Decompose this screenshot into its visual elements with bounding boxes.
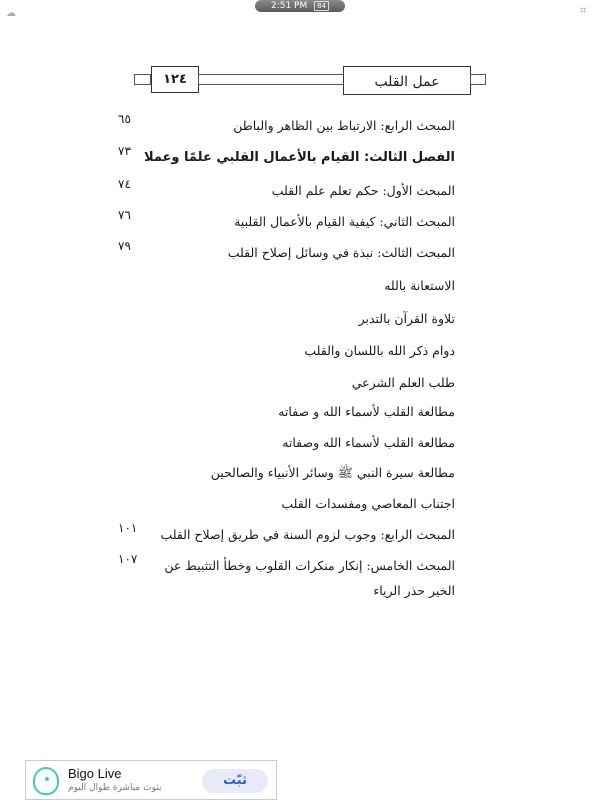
toc-sub-item[interactable]: تلاوة القرآن بالتدبر (358, 311, 455, 326)
toc-title: المبحث الخامس: إنكار منكرات القلوب وخطأ التثبيط عن (164, 558, 455, 573)
toc-title-continuation: الخير حذر الرياء (373, 583, 455, 598)
toc-title: الفصل الثالث: القيام بالأعمال القلبي علمًا وعملا (143, 150, 455, 165)
toc-sub-item[interactable]: دوام ذكر الله باللسان والقلب (304, 343, 455, 358)
header-decoration-left (134, 74, 151, 85)
toc-chapter-entry[interactable] (110, 144, 455, 172)
toc-sub-item[interactable]: اجتناب المعاصي ومفسدات القلب (281, 496, 455, 511)
toc-page-number: ٧٩ (118, 239, 131, 253)
toc-page-number: ٧٤ (118, 177, 131, 191)
toc-title: المبحث الأول: حكم تعلم علم القلب (271, 183, 455, 198)
page-header (0, 0, 600, 110)
toc-entry[interactable] (110, 552, 455, 580)
toc-title: المبحث الثاني: كيفية القيام بالأعمال القلبية (234, 214, 455, 229)
toc-page-number: ١٠٧ (118, 552, 138, 566)
install-button[interactable]: ثبّت (202, 769, 268, 793)
header-decoration-bar (198, 74, 344, 85)
toc-page-number: ٦٥ (118, 112, 131, 126)
battery-level: 84 (314, 1, 329, 11)
running-title: عمل القلب (343, 66, 471, 95)
toc-sub-item[interactable]: الاستعانة بالله (384, 278, 455, 293)
toc-title: المبحث الرابع: وجوب لزوم السنة في طريق إصلاح القلب (160, 527, 455, 542)
toc-entry[interactable] (110, 521, 455, 549)
toc-entry[interactable] (110, 177, 455, 205)
bigo-logo-icon (33, 767, 59, 795)
toc-page-number: ٧٣ (118, 144, 131, 158)
ad-banner[interactable] (25, 760, 277, 800)
header-decoration-right (470, 74, 486, 85)
toc-entry[interactable] (110, 239, 455, 267)
toc-title: المبحث الثالث: نبذة في وسائل إصلاح القلب (227, 245, 455, 260)
status-time: 2:51 PM (270, 1, 308, 11)
toc-sub-item[interactable]: مطالعة القلب لأسماء الله وصفاته (282, 435, 455, 450)
toc-sub-item[interactable]: مطالعة القلب لأسماء الله و صفاته (278, 404, 455, 419)
toc-page-number: ٧٦ (118, 208, 131, 222)
toc-entry[interactable] (110, 112, 455, 140)
toc-entry[interactable] (110, 208, 455, 236)
ad-tagline: بثوث مباشرة طوال اليوم (68, 783, 162, 793)
crop-icon[interactable]: ⌗ (580, 4, 587, 17)
toc-sub-item[interactable]: طلب العلم الشرعي (351, 375, 455, 390)
toc-sub-item[interactable]: مطالعة سيرة النبي ﷺ وسائر الأنبياء والصالحين (210, 465, 455, 480)
cloud-sync-icon: ☁ (6, 8, 16, 19)
ad-app-name: Bigo Live (68, 766, 122, 781)
toc-page-number: ١٠١ (118, 521, 138, 535)
toc-title: المبحث الرابع: الارتباط بين الظاهر والباطن (233, 118, 455, 133)
page-number: ١٢٤ (151, 66, 199, 93)
